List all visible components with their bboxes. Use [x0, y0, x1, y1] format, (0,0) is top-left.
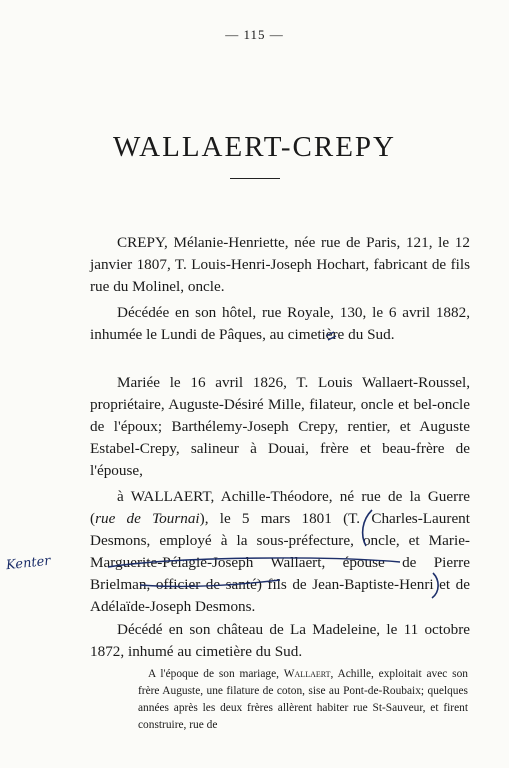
footnote: [138, 666, 468, 734]
paragraph-birth: [90, 232, 470, 298]
spouse-text-start: à WALLAERT, Achille-Théodore, né rue de la Guerre (: [90, 488, 470, 527]
footnote-start: A l'époque de son mariage,: [148, 668, 284, 680]
paragraph-text: Décédé en son château de La Madeleine, le 11 octobre 1872, inhumé au cimetière du Sud.: [90, 621, 470, 660]
paragraph-text: Décédée en son hôtel, rue Royale, 130, le 6 avril 1882, inhumée le Lundi de Pâques, au cimetière du Sud.: [90, 304, 470, 343]
paragraph-death: [90, 302, 470, 346]
handwritten-margin-note: Kenter: [5, 553, 52, 574]
paragraph-marriage: [90, 372, 470, 482]
paragraph-text: Mariée le 16 avril 1826, T. Louis Wallaert-Roussel, propriétaire, Auguste-Désiré Mille, filateur, oncle et bel-oncle de l'époux; Barthélemy-Joseph Crepy, rentier, et Auguste Estabel-Crepy, salineur à Douai, frère et beau-frère de l'épouse,: [90, 374, 470, 479]
paragraph-text: [90, 486, 470, 618]
footnote-text: [138, 666, 468, 734]
footnote-name: Wallaert: [283, 668, 331, 680]
page-title: WALLAERT-CREPY: [113, 131, 396, 164]
title-rule: [230, 178, 280, 179]
paragraph-spouse-death: [90, 619, 470, 663]
footnote-end: , Achille, exploitait avec son frère Auguste, une filature de coton, sise au Pont-de-Roubaix; quelques années après les deux frères allèrent habiter rue St-Sauveur, et firent construire, rue de: [138, 668, 468, 731]
spouse-text-end: ), le 5 mars 1801 (T. Charles-Laurent Desmons, employé à la sous-préfecture, oncle, et Marie-Marguerite-Pélagie-Joseph Wallaert, épouse de Pierre Brielman, officier de santé) fils de Jean-Baptiste-Henri et de Adélaïde-Joseph Desmons.: [90, 510, 470, 615]
paragraph-text: CREPY, Mélanie-Henriette, née rue de Paris, 121, le 12 janvier 1807, T. Louis-Henri-Joseph Hochart, fabricant de fils rue du Molinel, oncle.: [90, 234, 470, 295]
paragraph-spouse: [90, 486, 470, 618]
street-italic: rue de Tournai: [95, 510, 200, 527]
page-number: — 115 —: [225, 27, 284, 42]
